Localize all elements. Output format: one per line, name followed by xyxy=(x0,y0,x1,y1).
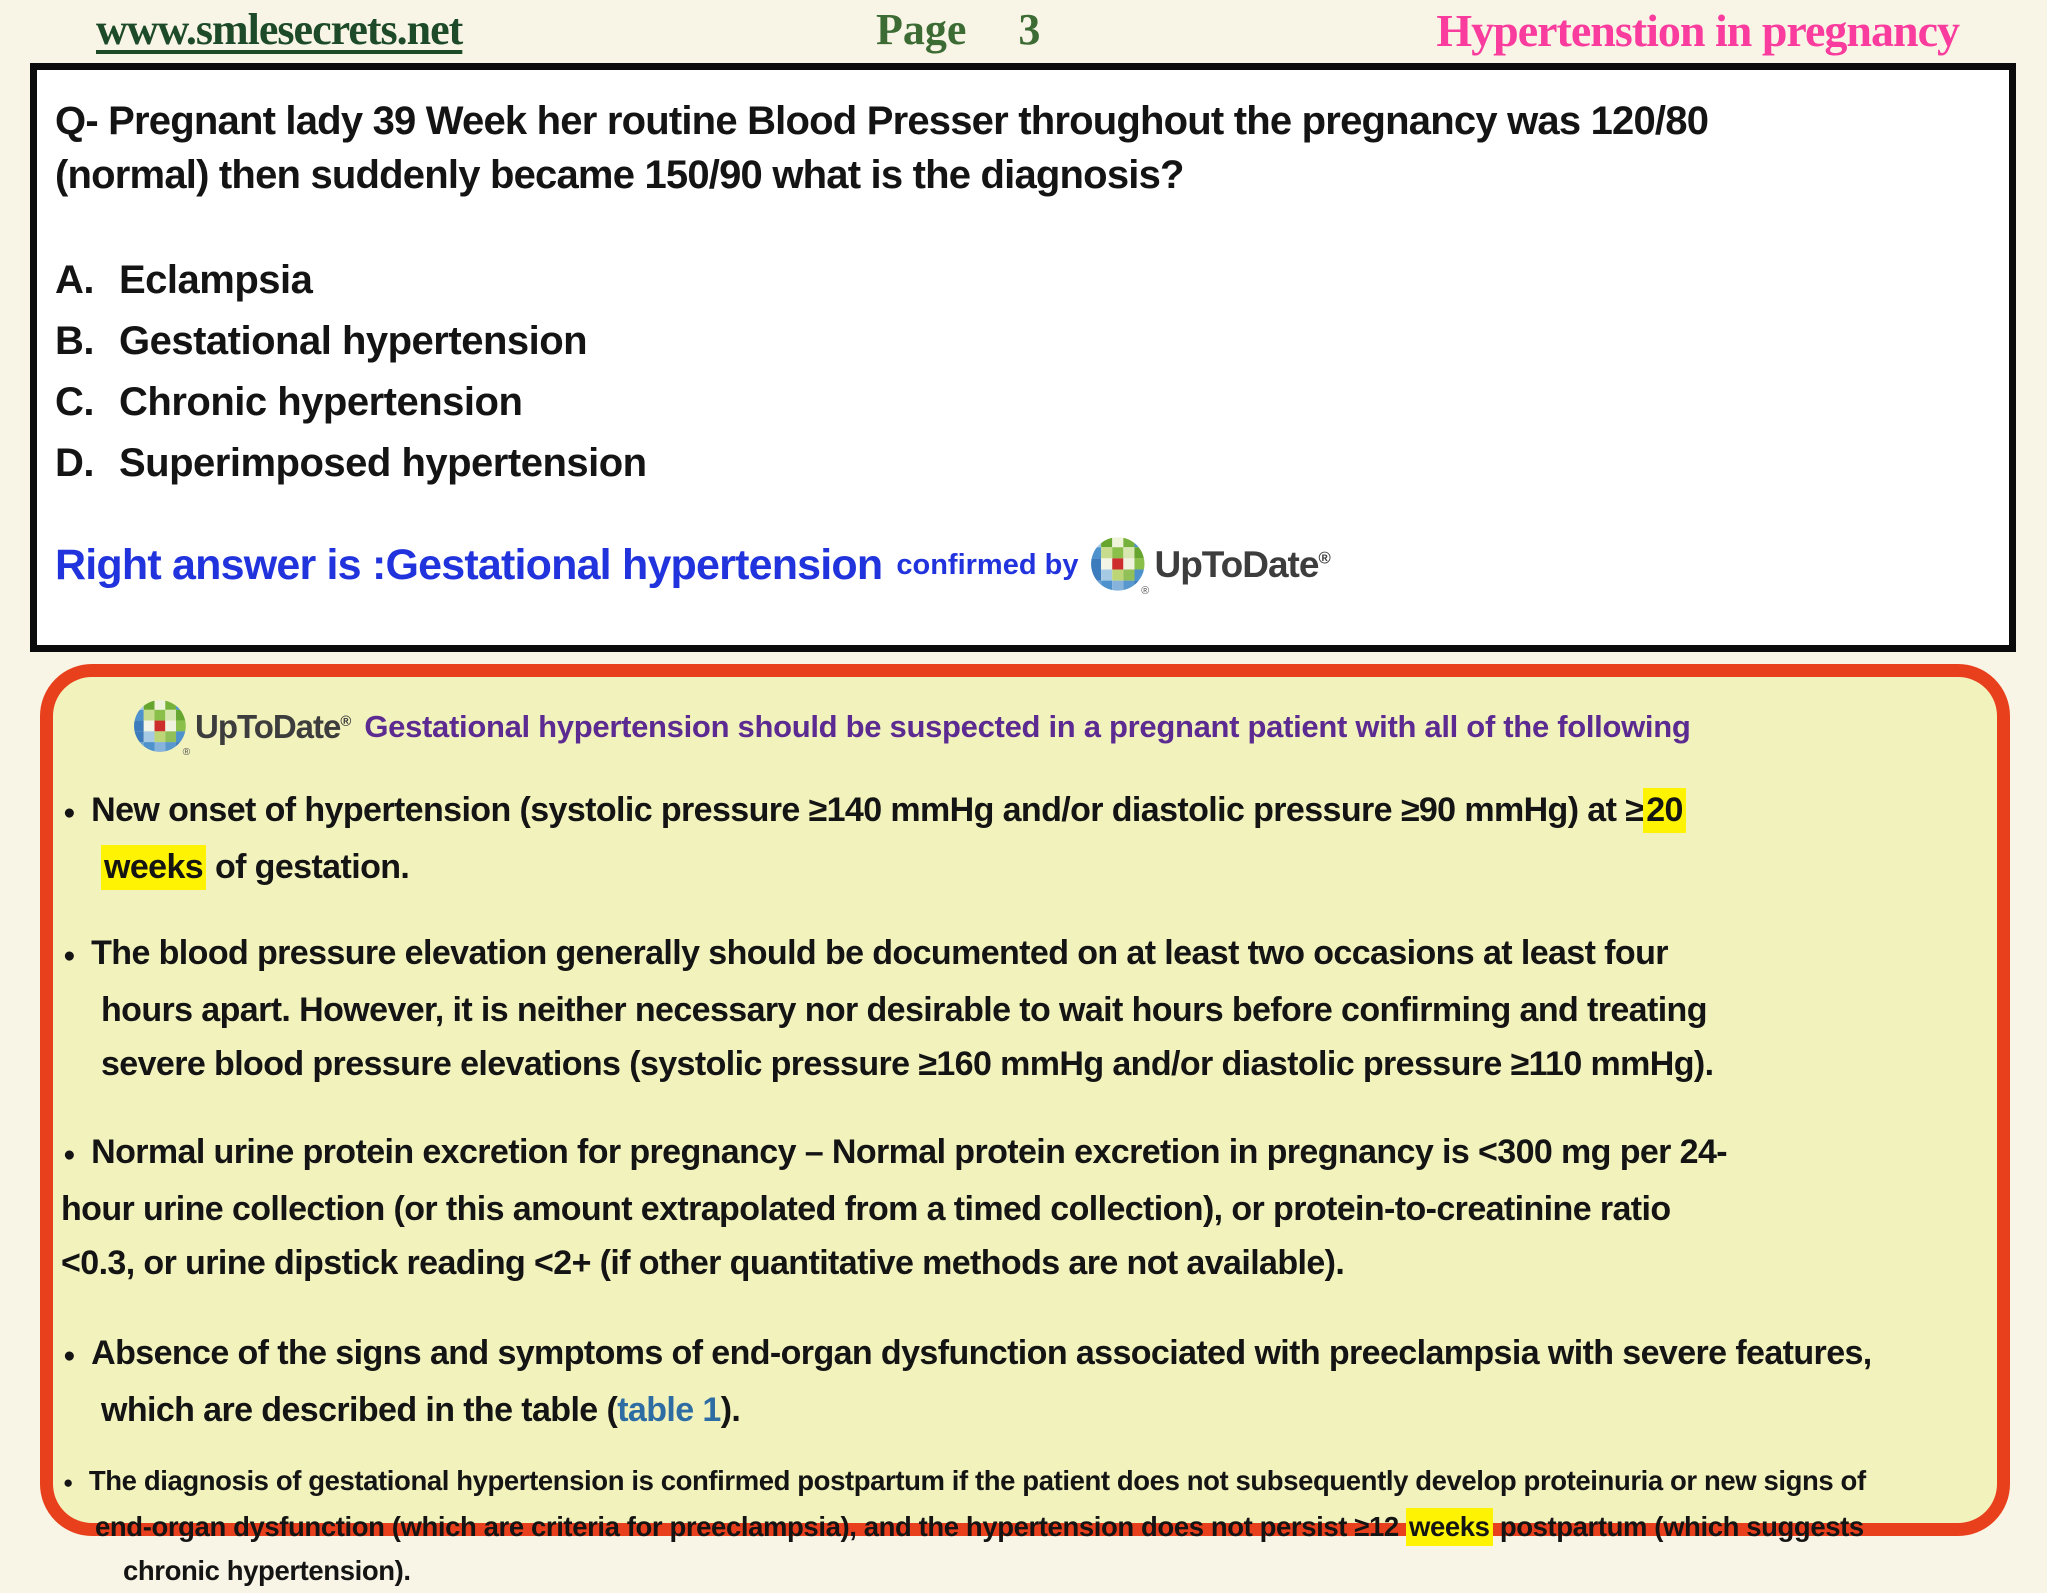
highlighted-text: 20 xyxy=(1643,788,1686,833)
bullet-text: end-organ dysfunction (which are criteria for preeclampsia), and the hypertension does not persist ≥12 xyxy=(95,1511,1406,1542)
bullet-text: postpartum (which suggests xyxy=(1492,1511,1864,1542)
bullet-text: hours apart. However, it is neither necessary nor desirable to wait hours before confirming and treating xyxy=(101,991,1707,1029)
uptodate-globe-icon xyxy=(133,699,193,758)
uptodate-logo xyxy=(1090,536,1330,597)
option-a-text: Eclampsia xyxy=(119,258,313,302)
bullet-dot: ● xyxy=(63,801,76,824)
bullet-text: The diagnosis of gestational hypertension is confirmed postpartum if the patient does not subsequently develop proteinuria or new signs of xyxy=(88,1465,1866,1496)
option-d-label: D. xyxy=(55,441,94,485)
options-list xyxy=(55,250,1991,494)
option-b-label: B. xyxy=(55,319,94,363)
right-answer-text: Right answer is :Gestational hypertension xyxy=(55,540,883,589)
option-b-text: Gestational hypertension xyxy=(119,319,588,363)
bullet-text: which are described in the table ( xyxy=(101,1391,618,1429)
uptodate-wordmark: UpToDate® xyxy=(195,708,351,745)
svg-text:®: ® xyxy=(1141,584,1150,597)
bullet-text: Absence of the signs and symptoms of end-organ dysfunction associated with preeclampsia with severe features, xyxy=(91,1334,1872,1372)
explanation-heading: Gestational hypertension should be suspected in a pregnant patient with all of the following xyxy=(364,709,1691,744)
option-b xyxy=(55,311,1991,372)
bullet-dot: ● xyxy=(63,1473,73,1492)
answer-row xyxy=(55,536,1991,597)
question-text-line2: (normal) then suddenly became 150/90 what is the diagnosis? xyxy=(55,153,1184,197)
page-header xyxy=(0,0,2047,62)
page-number xyxy=(876,4,1040,55)
uptodate-globe-icon xyxy=(1090,536,1152,597)
page-topic: Hypertenstion in pregnancy xyxy=(1436,5,1959,56)
bullet-text: The blood pressure elevation generally should be documented on at least two occasions at least four xyxy=(91,934,1668,972)
uptodate-wordmark: UpToDate® xyxy=(1154,544,1330,585)
bullet-text: chronic hypertension). xyxy=(123,1555,411,1586)
page-label: Page xyxy=(876,5,967,54)
option-c-label: C. xyxy=(55,380,94,424)
option-d-text: Superimposed hypertension xyxy=(119,441,647,485)
highlighted-text: weeks xyxy=(101,845,206,890)
explanation-box xyxy=(40,664,2010,1586)
bullet-new-onset xyxy=(61,783,1975,894)
bullet-text: severe blood pressure elevations (systolic pressure ≥160 mmHg and/or diastolic pressure ≥110 mmHg). xyxy=(101,1045,1714,1083)
site-link[interactable]: www.smlesecrets.net xyxy=(96,5,463,54)
bullet-text: Normal urine protein excretion for pregnancy – Normal protein excretion in pregnancy is <300 mg per 24- xyxy=(91,1133,1727,1171)
page-number-value: 3 xyxy=(1018,5,1041,54)
question-text-line1: Q- Pregnant lady 39 Week her routine Blood Presser throughout the pregnancy was 120/80 xyxy=(55,99,1709,143)
confirmed-by-text: confirmed by xyxy=(896,548,1079,581)
question-box xyxy=(30,63,2016,652)
svg-text:®: ® xyxy=(182,746,191,758)
bullet-text: hour urine collection (or this amount extrapolated from a timed collection), or protein-to-creatinine ratio xyxy=(61,1190,1671,1228)
bullet-text: New onset of hypertension (systolic pressure ≥140 mmHg and/or diastolic pressure ≥90 mmHg) at ≥ xyxy=(91,791,1644,829)
bullet-text: of gestation. xyxy=(206,848,410,886)
bullet-dot: ● xyxy=(63,1143,76,1166)
option-d xyxy=(55,433,1991,494)
bullet-text: <0.3, or urine dipstick reading <2+ (if other quantitative methods are not available). xyxy=(61,1244,1345,1282)
bullet-dot: ● xyxy=(63,1344,76,1367)
highlighted-text: weeks xyxy=(1406,1508,1493,1546)
option-c xyxy=(55,372,1991,433)
table-1-link[interactable]: table 1 xyxy=(617,1391,721,1429)
bullet-urine-protein xyxy=(61,1125,1975,1290)
bullet-end-organ xyxy=(61,1326,1975,1437)
option-a xyxy=(55,250,1991,311)
option-a-label: A. xyxy=(55,258,94,302)
bullet-dot: ● xyxy=(63,944,76,967)
bullet-postpartum-confirmation xyxy=(61,1459,1975,1593)
bullet-bp-documentation xyxy=(61,926,1975,1091)
bullet-text: ). xyxy=(720,1391,741,1429)
option-c-text: Chronic hypertension xyxy=(119,380,523,424)
explanation-header xyxy=(133,699,1975,758)
uptodate-logo-small xyxy=(133,699,351,758)
